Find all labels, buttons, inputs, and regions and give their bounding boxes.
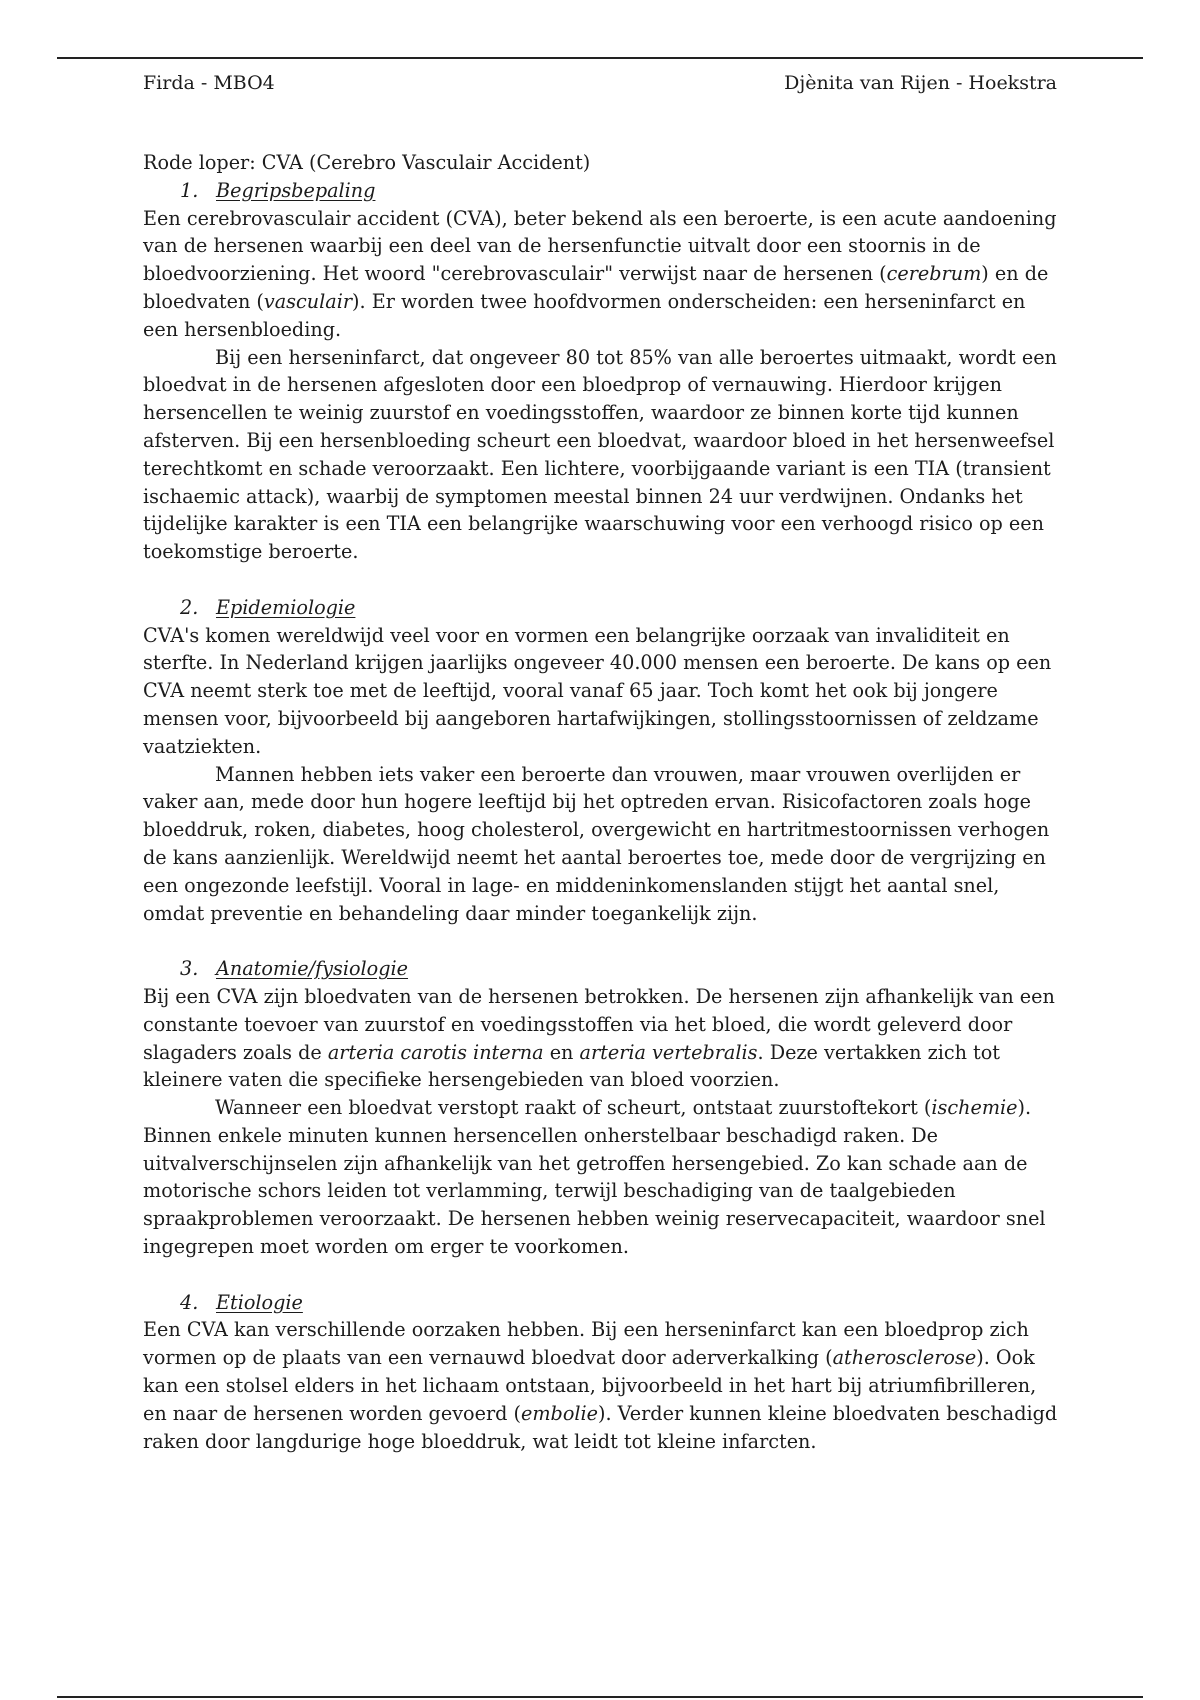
section-number: 4. xyxy=(180,1290,199,1314)
section-heading-anatomie-fysiologie xyxy=(143,955,1063,983)
page-header xyxy=(143,72,1057,102)
paragraph: CVA's komen wereldwijd veel voor en vormen een belangrijke oorzaak van invaliditeit en sterfte. In Nederland krijgen jaarlijks ongeveer 40.000 mensen een beroerte. De kans op een CVA neemt sterk toe met de leeftijd, vooral vanaf 65 jaar. Toch komt het ook bij jongere mensen voor, bijvoorbeeld bij aangeboren hartafwijkingen, stollingsstoornissen of zeldzame vaatziekten. xyxy=(143,623,1052,758)
section-heading-epidemiologie xyxy=(143,594,1063,622)
section-heading-begripsbepaling xyxy=(143,177,1063,205)
paragraph: Bij een herseninfarct, dat ongeveer 80 tot 85% van alle beroertes uitmaakt, wordt een bloedvat in de hersenen afgesloten door een bloedprop of vernauwing. Hierdoor krijgen hersencellen te weinig zuurstof en voedingsstoffen, waardoor ze binnen korte tijd kunnen afsterven. Bij een hersenbloeding scheurt een bloedvat, waardoor bloed in het hersenweefsel terechtkomt en schade veroorzaakt. Een lichtere, voorbijgaande variant is een TIA (transient ischaemic attack), waarbij de symptomen meestal binnen 24 uur verdwijnen. Ondanks het tijdelijke karakter is een TIA een belangrijke waarschuwing voor een verhoogd risico op een toekomstige beroerte. xyxy=(143,345,1057,564)
paragraph: Mannen hebben iets vaker een beroerte dan vrouwen, maar vrouwen overlijden er vaker aan, mede door hun hogere leeftijd bij het optreden ervan. Risicofactoren zoals hoge bloeddruk, roken, diabetes, hoog cholesterol, overgewicht en hartritmestoornissen verhogen de kans aanzienlijk. Wereldwijd neemt het aantal beroertes toe, mede door de vergrijzing en een ongezonde leefstijl. Vooral in lage- en middeninkomenslanden stijgt het aantal snel, omdat preventie en behandeling daar minder toegankelijk zijn. xyxy=(143,762,1050,925)
paragraph: Een cerebrovasculair accident (CVA), beter bekend als een beroerte, is een acute aandoening van de hersenen waarbij een deel van de hersenfunctie uitvalt door een stoornis in de bloedvoorziening. Het woord "cerebrovasculair" verwijst naar de hersenen (cerebrum) en de bloedvaten (vasculair). Er worden twee hoofdvormen onderscheiden: een herseninfarct en een hersenbloeding. xyxy=(143,206,1057,341)
document-body xyxy=(143,149,1063,1455)
section-number: 2. xyxy=(180,595,199,619)
section-number: 3. xyxy=(180,957,199,981)
section-number: 1. xyxy=(180,178,199,202)
header-right: Djènita van Rijen - Hoekstra xyxy=(784,72,1057,94)
section-title: Anatomie/fysiologie xyxy=(216,957,409,981)
section-heading-etiologie xyxy=(143,1289,1063,1317)
paragraph: Wanneer een bloedvat verstopt raakt of scheurt, ontstaat zuurstoftekort (ischemie). Binnen enkele minuten kunnen hersencellen onherstelbaar beschadigd raken. De uitvalverschijnselen zijn afhankelijk van het getroffen hersengebied. Zo kan schade aan de motorische schors leiden tot verlamming, terwijl beschadiging van de taalgebieden spraakproblemen veroorzaakt. De hersenen hebben weinig reservecapaciteit, waardoor snel ingegrepen moet worden om erger te voorkomen. xyxy=(143,1096,1046,1259)
section-title: Epidemiologie xyxy=(216,595,356,619)
header-rule xyxy=(57,57,1143,59)
section-title: Etiologie xyxy=(216,1290,303,1314)
footer-rule xyxy=(57,1696,1143,1698)
paragraph: Een CVA kan verschillende oorzaken hebben. Bij een herseninfarct kan een bloedprop zich vormen op de plaats van een vernauwd bloedvat door aderverkalking (atherosclerose). Ook kan een stolsel elders in het lichaam ontstaan, bijvoorbeeld in het hart bij atriumfibrilleren, en naar de hersenen worden gevoerd (embolie). Verder kunnen kleine bloedvaten beschadigd raken door langdurige hoge bloeddruk, wat leidt tot kleine infarcten. xyxy=(143,1318,1058,1453)
document-title: Rode loper: CVA (Cerebro Vasculair Accident) xyxy=(143,151,591,174)
paragraph: Bij een CVA zijn bloedvaten van de hersenen betrokken. De hersenen zijn afhankelijk van een constante toevoer van zuurstof en voedingsstoffen via het bloed, die wordt geleverd door slagaders zoals de arteria carotis interna en arteria vertebralis. Deze vertakken zich tot kleinere vaten die specifieke hersengebieden van bloed voorzien. xyxy=(143,984,1055,1092)
header-left: Firda - MBO4 xyxy=(143,72,275,94)
section-title: Begripsbepaling xyxy=(216,178,376,202)
